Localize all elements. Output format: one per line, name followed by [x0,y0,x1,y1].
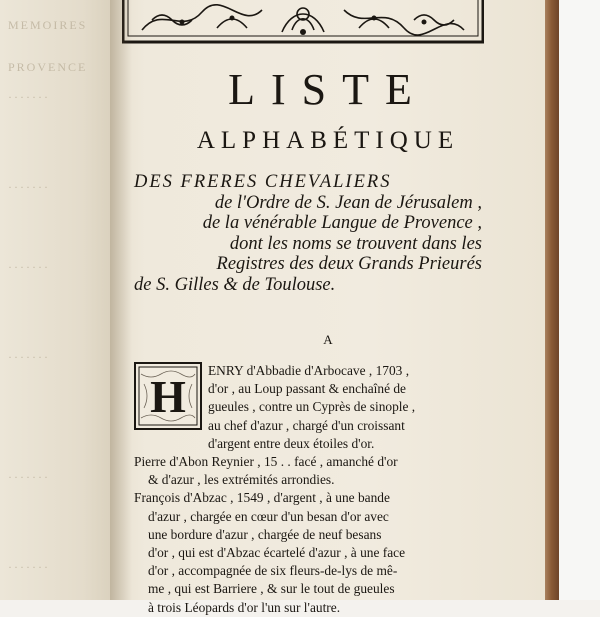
show-through-text: ······· [8,260,50,274]
entry-line: & d'azur , les extrémités arrondies. [148,472,335,488]
photo-backdrop [559,0,600,600]
entry-line: d'or , accompagnée de six fleurs-de-lys de mê- [148,563,398,579]
facing-page [0,0,118,600]
show-through-text: ······· [8,90,50,104]
entry-line: ENRY d'Abbadie d'Arbocave , 1703 , [208,363,410,378]
book-page [110,0,546,615]
entry-line: au chef d'azur , chargé d'un croissant [208,417,405,433]
entry-line: d'azur , chargée en cœur d'un besan d'or avec [148,508,389,524]
entry-list [134,362,474,617]
entry-line: Pierre d'Abon Reynier , 15 . . facé , amanché d'or [134,454,398,470]
title-description [134,172,482,295]
page-gutter-shadow [110,0,132,600]
page-title: LISTE [228,65,428,114]
entry-line: gueules , contre un Cyprès de sinople , [208,399,416,415]
subtitle-line: de S. Gilles & de Toulouse. [134,274,336,295]
entry-line: François d'Abzac , 1549 , d'argent , à une bande [134,490,390,506]
entry-line: d'argent entre deux étoiles d'or. [208,435,375,451]
show-through-text: MEMOIRES [8,18,88,32]
show-through-text: ······· [8,350,50,364]
page-subtitle-heading: ALPHABÉTIQUE [196,127,460,154]
dropcap-letter: H [150,370,186,422]
subtitle-line: dont les noms se trouvent dans les [229,233,482,254]
subtitle-line: DES FRERES CHEVALIERS [134,172,392,192]
entry-line: une bordure d'azur , chargée de neuf besans [148,526,382,542]
subtitle-line: Registres des deux Grands Prieurés [216,254,482,274]
ornament-headpiece [122,0,484,44]
show-through-text: PROVENCE [8,60,88,74]
book-cover-edge [545,0,559,600]
subtitle-line: de la vénérable Langue de Provence , [202,213,482,233]
entry-line: à trois Léopards d'or l'un sur l'autre. [148,599,341,615]
section-letter: A [323,332,333,347]
show-through-text: ······· [8,180,50,194]
entry-line: d'or , qui est d'Abzac écartelé d'azur , à une face [148,545,406,561]
entry-line: d'or , au Loup passant & enchaîné de [208,381,407,397]
show-through-text: ······· [8,470,50,484]
show-through-text: ······· [8,560,50,574]
subtitle-line: de l'Ordre de S. Jean de Jérusalem , [214,192,482,213]
entry-line: me , qui est Barriere , & sur le tout de gueules [148,581,395,597]
